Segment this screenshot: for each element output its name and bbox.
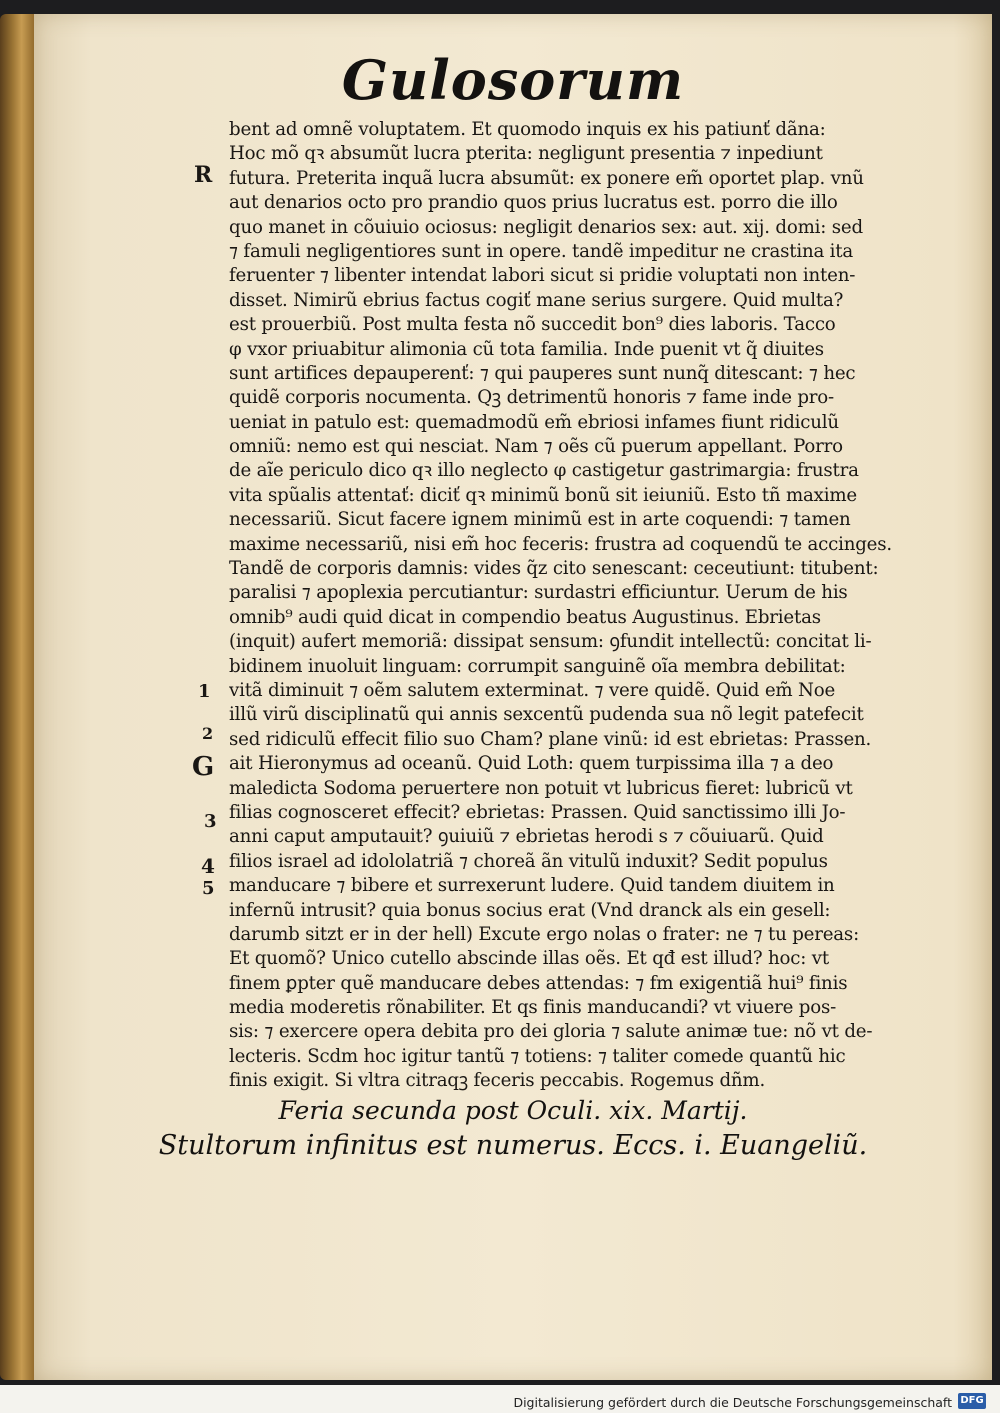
text-line: ait Hieronymus ad oceanũ. Quid Loth: quem turpissima illa ⁊ a deo [229,753,834,775]
footer-credit[interactable]: Digitalisierung gefördert durch die Deutsche Forschungsgemeinschaft [513,1395,952,1410]
text-line: illũ virũ disciplinatũ qui annis sexcentũ pudenda sua nõ legit patefecit [229,704,864,726]
text-line: de aĩe periculo dico qꝛ illo neglecto φ castigetur gastrimargia: frustra [229,460,859,482]
text-line: finis exigit. Si vltra citraqꝫ feceris peccabis. Rogemus dñm. [229,1070,766,1092]
text-line: maxime necessariũ, nisi em̃ hoc feceris: frustra ad coquendũ te accinges. [229,533,892,555]
text-line: omnib⁹ audi quid dicat in compendio beatus Augustinus. Ebrietas [229,606,821,628]
margin-number-5: 5 [202,878,215,899]
text-line: media moderetis rõnabiliter. Et qs finis manducandi? vt viuere pos- [229,997,837,1019]
text-line: ueniat in patulo est: quemadmodũ em̃ ebriosi infames fiunt ridiculũ [229,411,839,433]
colophon-scripture-line: Stultorum infinitus est numerus. Eccs. i. Euangeliũ. [158,1130,868,1161]
text-line: Tandẽ de corporis damnis: vides q̃z cito senescant: ceceutiunt: titubent: [229,558,879,580]
text-line: futura. Preterita inquã lucra absumũt: ex ponere em̃ oportet plap. vnũ [229,167,864,189]
text-line: Hoc mõ qꝛ absumũt lucra pterita: negligunt presentia ⁊ inpediunt [229,143,823,165]
text-line: manducare ⁊ bibere et surrexerunt ludere. Quid tandem diuitem in [229,875,835,897]
text-line: infernũ intrusit? quia bonus socius erat (Vnd dranck als ein gesell: [229,899,831,921]
text-line: filias cognosceret effecit? ebrietas: Prassen. Quid sanctissimo illi Jo- [229,801,846,823]
text-line: bent ad omnẽ voluptatem. Et quomodo inquis ex his patiunť dãna: [229,119,826,140]
text-line: finem ꝑpter quẽ manducare debes attendas: ⁊ fm exigentiã hui⁹ finis [229,972,848,994]
text-line: bidinem inuoluit linguam: corrumpit sanguinẽ oĩa membra debilitat: [229,655,846,677]
text-line: Et quomõ? Unico cutello abscinde illas oẽs. Et qđ est illud? hoc: vt [229,948,829,970]
margin-number-2: 2 [202,724,214,743]
body-text [229,118,979,1094]
text-line: aut denarios octo pro prandio quos prius lucratus est. porro die illo [229,192,838,214]
text-line: maledicta Sodoma peruertere non potuit vt lubricus fieret: lubricũ vt [229,777,853,799]
text-line: quidẽ corporis nocumenta. Qꝫ detrimentũ honoris ⁊ fame inde pro- [229,387,834,409]
text-line: feruenter ⁊ libenter intendat labori sicut si pridie voluptati non inten- [229,265,856,287]
margin-number-4: 4 [201,854,215,878]
text-line: (inquit) aufert memoriã: dissipat sensum: ꝯfundit intellectũ: concitat li- [229,631,872,653]
running-head: Gulosorum [341,48,685,112]
text-line: ⁊ famuli negligentiores sunt in opere. tandẽ impeditur ne crastina ita [229,240,854,262]
text-line: sed ridiculũ effecit filio suo Cham? plane vinũ: id est ebrietas: Prassen. [229,728,872,750]
colophon-date-line: Feria secunda post Oculi. xix. Martij. [278,1096,748,1125]
margin-mark-g: G [192,752,215,782]
text-line: necessariũ. Sicut facere ignem minimũ est in arte coquendi: ⁊ tamen [229,509,851,531]
text-line: sis: ⁊ exercere opera debita pro dei gloria ⁊ salute animæ tue: nõ vt de- [229,1021,873,1043]
text-line: quo manet in cõuiuio ociosus: negligit denarios sex: aut. xij. domi: sed [229,216,863,238]
margin-number-1: 1 [198,681,211,702]
text-line: filios israel ad idololatriã ⁊ choreã ãn vitulũ induxit? Sedit populus [229,850,828,872]
text-line: lecteris. Scdm hoc igitur tantũ ⁊ totiens: ⁊ taliter comede quantũ hic [229,1045,846,1067]
text-line: est prouerbiũ. Post multa festa nõ succedit bon⁹ dies laboris. Tacco [229,314,836,336]
text-line: disset. Nimirũ ebrius factus cogiť mane serius surgere. Quid multa? [229,289,844,311]
text-line: darumb sitzt er in der hell) Excute ergo nolas o frater: ne ⁊ tu pereas: [229,923,859,945]
text-line: sunt artifices depauperenť: ⁊ qui pauperes sunt nunq̃ ditescant: ⁊ hec [229,362,856,384]
dfg-logo-icon[interactable]: DFG [958,1393,986,1409]
book-page [34,14,992,1380]
text-line: anni caput amputauit? ꝯuiuiũ ⁊ ebrietas herodi s ⁊ cõuiuarũ. Quid [229,826,824,848]
text-line: vita spũalis attentať: diciť qꝛ minimũ bonũ sit ieiuniũ. Esto tñ maxime [229,484,857,506]
text-line: φ vxor priuabitur alimonia cũ tota familia. Inde puenit vt q̃ diuites [229,338,824,360]
margin-mark-r: R [194,162,213,188]
text-line: vitã diminuit ⁊ oẽm salutem exterminat. ⁊ vere quidẽ. Quid em̃ Noe [229,679,836,701]
margin-number-3: 3 [204,811,217,832]
text-line: paralisi ⁊ apoplexia percutiantur: surdastri efficiuntur. Uerum de his [229,582,848,604]
book-binding [0,14,36,1380]
text-line: omniũ: nemo est qui nesciat. Nam ⁊ oẽs cũ puerum appellant. Porro [229,436,843,458]
